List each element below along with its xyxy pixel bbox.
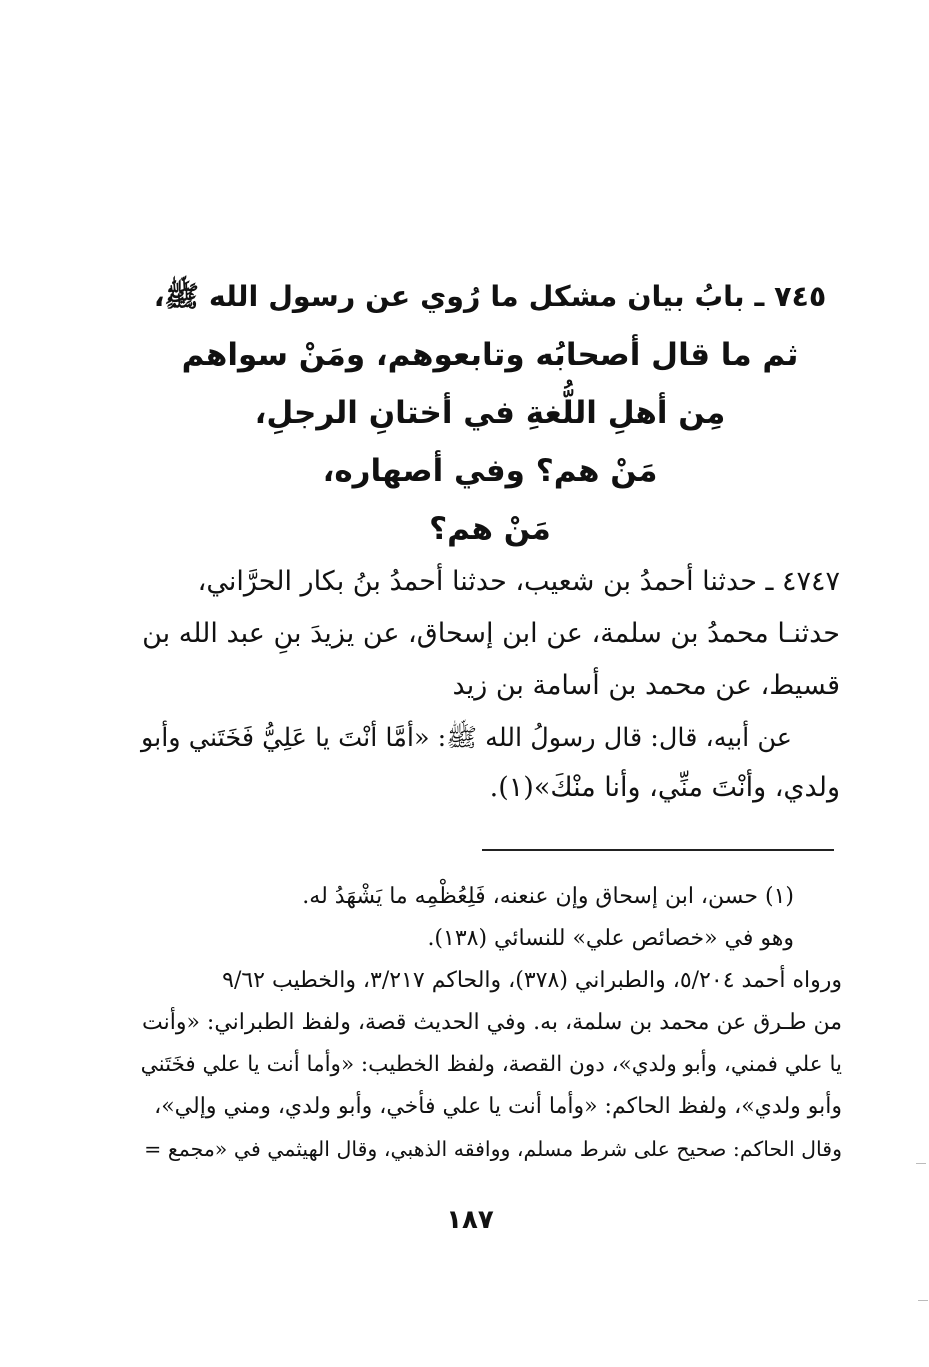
chapter-heading-line-1: ٧٤٥ ـ بابُ بيان مشكل ما رُوي عن رسول الله ﷺ، xyxy=(153,280,827,313)
page-number: ١٨٧ xyxy=(446,1205,494,1235)
footnote-line-5: يا علي فمني، وأبو ولدي»، دون القصة، ولفظ الخطيب: «وأما أنت يا علي فخَتَني xyxy=(140,1052,842,1077)
footnote-line-2: وهو في «خصائص علي» للنسائي (١٣٨). xyxy=(427,926,794,951)
scan-edge-mark xyxy=(918,1300,928,1301)
chapter-heading xyxy=(150,268,830,558)
footnote-line-7: وقال الحاكم: صحيح على شرط مسلم، ووافقه الذهبي، وقال الهيثمي في «مجمع = xyxy=(144,1137,842,1161)
footnote-line-4: من طـرق عن محمد بن سلمة، به. وفي الحديث قصة، ولفظ الطبراني: «وأنت xyxy=(142,1010,842,1035)
scan-edge-mark xyxy=(916,1163,926,1164)
hadith-isnad xyxy=(130,556,840,712)
hadith-isnad-line-3: قسيط، عن محمد بن أسامة بن زيد xyxy=(452,670,840,701)
footnote-line-6: وأبو ولدي»، ولفظ الحاكم: «وأما أنت يا علي فأخي، وأبو ولدي، ومني وإلي»، xyxy=(154,1094,842,1119)
hadith-isnad-line-1: ٤٧٤٧ ـ حدثنا أحمدُ بن شعيب، حدثنا أحمدُ بنُ بكار الحرَّاني، xyxy=(197,566,840,597)
chapter-heading-line-4: مَنْ هم؟ وفي أصهاره، xyxy=(322,453,658,489)
footnote-line-1: (١) حسن، ابن إسحاق وإن عنعنه، فَلِعُظْمِه ما يَشْهَدُ له. xyxy=(302,884,794,909)
hadith-matn-line-1: عن أبيه، قال: قال رسولُ الله ﷺ: «أمَّا أنْتَ يا عَلِيُّ فَخَتَني وأبو xyxy=(140,723,792,753)
footnote-separator xyxy=(482,849,834,851)
hadith-matn-line-2: ولدي، وأنْتَ منِّي، وأنا منْكَ»(١). xyxy=(489,772,840,803)
chapter-heading-line-2: ثم ما قال أصحابُه وتابعوهم، ومَنْ سواهم xyxy=(181,337,799,373)
footnotes xyxy=(130,876,842,1170)
chapter-heading-line-3: مِن أهلِ اللُّغةِ في أختانِ الرجلِ، xyxy=(254,395,726,431)
hadith-isnad-line-2: حدثنـا محمدُ بن سلمة، عن ابن إسحاق، عن يزيدَ بنِ عبد الله بن xyxy=(142,618,840,649)
chapter-heading-line-5: مَنْ هم؟ xyxy=(429,511,551,547)
hadith-matn xyxy=(130,713,840,813)
footnote-line-3: ورواه أحمد ٥/٢٠٤، والطبراني (٣٧٨)، والحاكم ٣/٢١٧، والخطيب ٩/٦٢ xyxy=(222,968,842,993)
